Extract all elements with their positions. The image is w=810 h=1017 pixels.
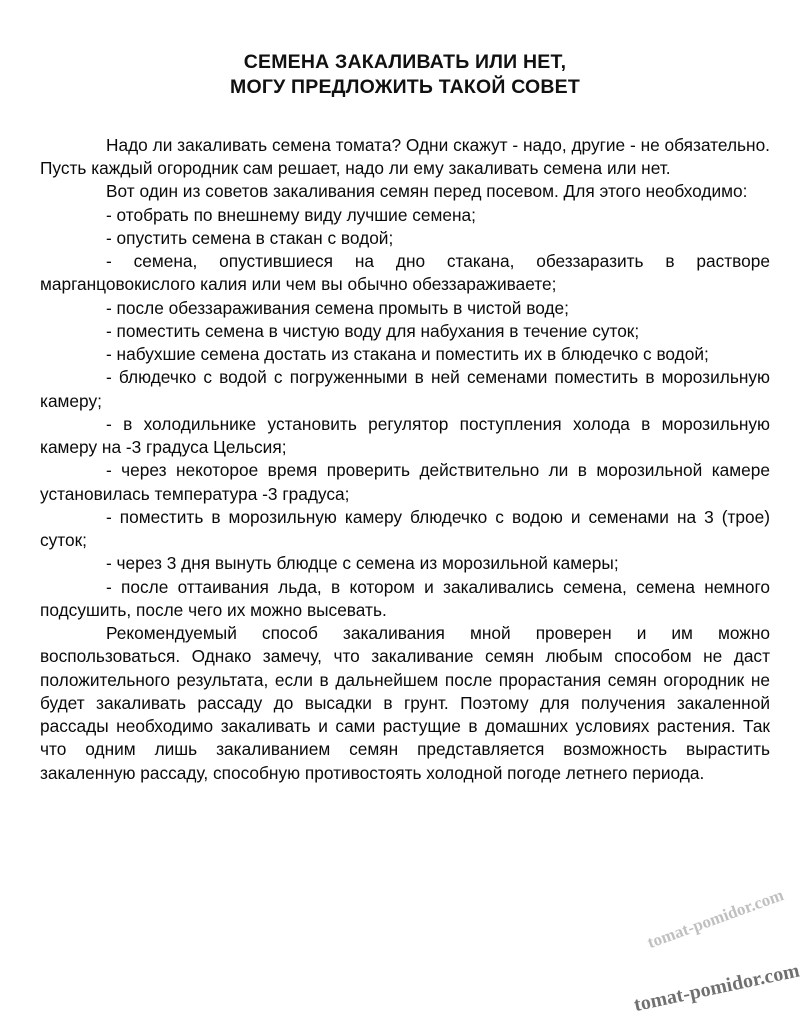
list-item: - семена, опустившиеся на дно стакана, обеззаразить в растворе марганцовокислого калия или чем вы обычно обеззараживаете; [40,251,770,295]
page-title-line-2: МОГУ ПРЕДЛОЖИТЬ ТАКОЙ СОВЕТ [230,75,580,98]
page-title [40,50,770,100]
list-item: - после обеззараживания семена промыть в чистой воде; [106,297,569,318]
watermark-secondary: tomat-pomidor.com [644,885,786,953]
paragraph-closing: Рекомендуемый способ закаливания мной проверен и им можно воспользоваться. Однако замечу, что закаливание семян любым способом не даст положительного результата, если в дальнейшем после прорастания семян огородник не будет закаливать рассаду до высадки в грунт. Поэтому для получения закаленной рассады необходимо закаливать и сами растущие в домашних условиях растения. Так что одним лишь закаливанием семян представляется возможность вырастить закаленную рассаду, способную противостоять холодной погоде летнего периода. [40,623,770,783]
page-title-line-1: СЕМЕНА ЗАКАЛИВАТЬ ИЛИ НЕТ, [243,51,567,73]
list-item: - через некоторое время проверить действительно ли в морозильной камере установилась температура -3 градуса; [40,460,770,504]
list-item: - набухшие семена достать из стакана и поместить их в блюдечко с водой; [106,344,709,365]
list-item: - поместить в морозильную камеру блюдечко с водою и семенами на 3 (трое) суток; [40,506,770,551]
paragraph-advice-lead: Вот один из советов закаливания семян перед посевом. Для этого необходимо: [106,181,748,202]
list-item: - поместить семена в чистую воду для набухания в течение суток; [106,320,640,341]
list-item: - отобрать по внешнему виду лучшие семена; [106,204,476,225]
watermark-primary: tomat-pomidor.com [632,959,802,1017]
list-item: - блюдечко с водой с погруженными в ней семенами поместить в морозильную камеру; [40,367,770,411]
list-item: - опустить семена в стакан с водой; [106,227,394,248]
document-body [40,134,770,785]
list-item: - через 3 дня вынуть блюдце с семена из морозильной камеры; [106,553,619,574]
paragraph-intro: Надо ли закаливать семена томата? Одни скажут - надо, другие - не обязательно. Пусть каждый огородник сам решает, надо ли ему закаливать семена или нет. [40,134,770,179]
list-item: - после оттаивания льда, в котором и закаливались семена, семена немного подсушить, после чего их можно высевать. [40,576,770,620]
list-item: - в холодильнике установить регулятор поступления холода в морозильную камеру на -3 градуса Цельсия; [40,413,770,458]
